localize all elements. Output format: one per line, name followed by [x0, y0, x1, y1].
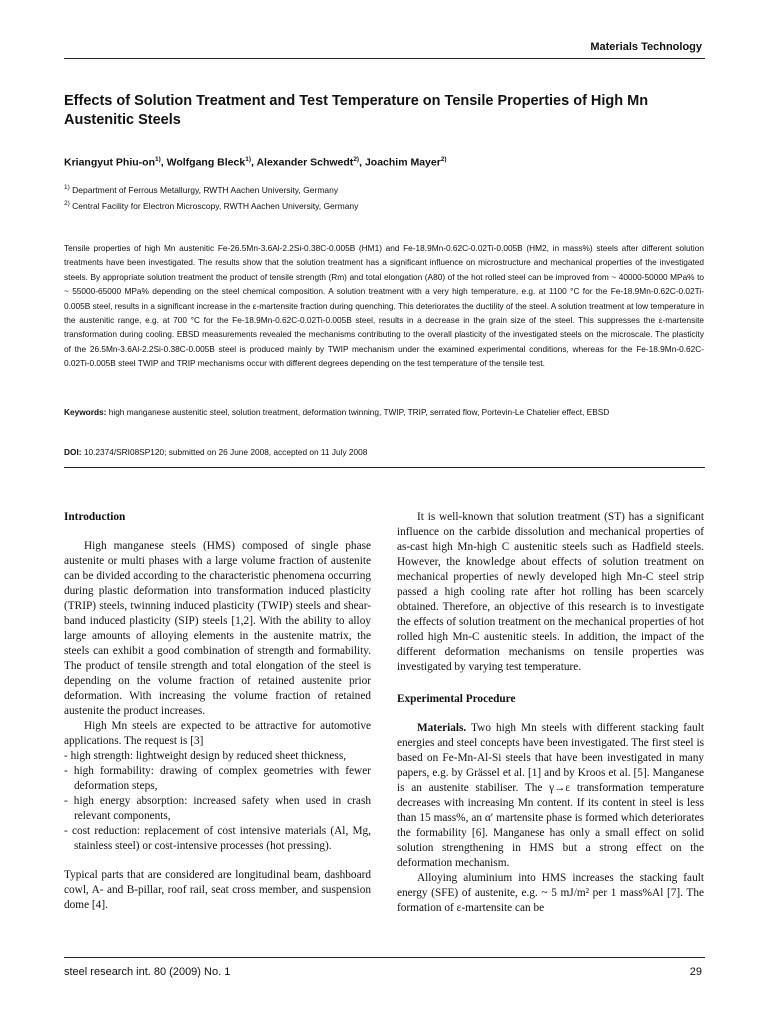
keywords — [64, 405, 704, 419]
list-item: - high formability: drawing of complex geometries with fewer deformation steps, — [64, 765, 371, 792]
section-heading-experimental-procedure: Experimental Procedure — [397, 693, 516, 705]
journal-citation: steel research int. 80 (2009) No. 1 — [64, 966, 231, 978]
materials-text: Two high Mn steels with different stacking fault energies and steel concepts have been investigated. The first steel is based on Fe-Mn-Al-Si steels that have been investigated in many papers, e.g. by Grässel et al. [1] and by Kroos et al. [5]. Manganese is an austenite stabiliser. The γ→ε transformation temperature decreases with increasing Mn content. If its content in steel is less than 15 mass%, an α′ martensite phase is formed which deteriorates the formability [6]. Manganese has only a small effect on solid solution strengthening in HMS but a strong effect on the deformation mechanism. — [397, 722, 704, 869]
author-affiliation-mark: 2) — [440, 156, 447, 163]
author-affiliation-mark: 1) — [155, 156, 161, 163]
paragraph: High Mn steels are expected to be attractive for automotive applications. The request is [3] — [64, 720, 371, 747]
doi-line — [64, 447, 367, 457]
affiliation-mark: 1) — [64, 184, 70, 191]
footer-rule — [64, 957, 705, 958]
right-column — [397, 510, 704, 916]
author-name: Kriangyut Phiu-on — [64, 156, 155, 169]
section-heading-introduction: Introduction — [64, 511, 126, 523]
requirements-list — [64, 749, 371, 854]
left-column — [64, 510, 371, 913]
affiliation-text: Central Facility for Electron Microscopy, RWTH Aachen University, Germany — [72, 200, 359, 211]
paragraph: High manganese steels (HMS) composed of single phase austenite or multi phases with a large volume fraction of austenite can be divided according to the characteristic phenomena occurring during plastic deformation into transformation induced plasticity (TRIP) steels, twinning induced plasticity (TWIP) steels and shear-band induced plasticity (SIP) steels [1,2]. With the ability to alloy large amounts of alloying elements in the austenite matrix, the steels can exhibit a good combination of strength and formability. The product of tensile strength and total elongation of the steel is depending on the volume fraction of retained austenite prior deformation. With increasing the volume fraction of retained austenite the product increases. — [64, 540, 371, 717]
affiliation-mark: 2) — [64, 200, 70, 207]
list-item: - cost reduction: replacement of cost intensive materials (Al, Mg, stainless steel) or cost-intensive processes (hot pressing). — [64, 825, 371, 852]
journal-section-label: Materials Technology — [590, 41, 702, 53]
doi-label: DOI: — [64, 447, 82, 457]
paragraph: Alloying aluminium into HMS increases the stacking fault energy (SFE) of austenite, e.g. ~ 5 mJ/m² per 1 mass%Al [7]. The formation of ε-martensite can be — [397, 872, 704, 914]
author-affiliation-mark: 1) — [245, 156, 251, 163]
abstract: Tensile properties of high Mn austenitic Fe-26.5Mn-3.6Al-2.2Si-0.38C-0.005B (HM1) and Fe-18.9Mn-0.62C-0.02Ti-0.005B (HM2, in mass%) steels after different solution treatments have been investigated. The results show that the solution treatment has a significant influence on microstructure and mechanical properties of the investigated steels. By appropriate solution treatment the product of tensile strength (Rm) and total elongation (A80) of the hot rolled steel can be improved from ~ 40000-50000 MPa% to ~ 55000-65000 MPa% depending on the steel chemical composition. A solution treatment with a very high temperature, e.g. at 1100 °C for the Fe-18.9Mn-0.62C-0.02Ti-0.005B steel, results in a significant increase in the ε-martensite fraction during quenching. This deteriorates the ductility of the steel. A solution treatment at low temperature in the austenitic range, e.g. at 700 °C for the Fe-18.9Mn-0.62C-0.02Ti-0.005B steel, results in a decrease in the grain size of the steel. This suppresses the ε-martensite transformation during cooling. EBSD measurements revealed the mechanisms contributing to the overall plasticity of the investigated steels on the microscale. The plasticity of the 26.5Mn-3.6Al-2.2Si-0.38C-0.005B steel is produced mainly by TWIP mechanism under the examined experimental conditions, whereas for the Fe-18.9Mn-0.62C-0.02Ti-0.005B steel TWIP and TRIP mechanisms occur with different degrees depending on the test temperature of the tensile test. — [64, 243, 704, 369]
author-list: Kriangyut Phiu-$on^{1)}$, Wolfgang Bleck$^{1)}$, Alexander Schwedt$^{2)}$, Joachim Mayer$^{2)}$ — [64, 156, 447, 169]
keywords-text: high manganese austenitic steel, solution treatment, deformation twinning, TWIP, TRIP, serrated flow, Portevin-Le Chatelier effect, EBSD — [108, 407, 610, 417]
abstract-rule — [64, 467, 705, 468]
author-name: Joachim Mayer — [364, 156, 441, 169]
doi-text: 10.2374/SRI08SP120; submitted on 26 June 2008, accepted on 11 July 2008 — [83, 447, 368, 457]
header-rule — [64, 58, 705, 59]
affiliation-2 — [64, 200, 358, 211]
page-number: 29 — [689, 966, 702, 978]
paragraph: Typical parts that are considered are longitudinal beam, dashboard cowl, A- and B-pillar, roof rail, seat cross member, and suspension dome [4]. — [64, 869, 371, 911]
author-affiliation-mark: 2) — [353, 156, 360, 163]
paragraph — [397, 721, 704, 871]
author-name: Alexander Schwedt — [256, 156, 354, 169]
affiliation-1 — [64, 184, 338, 195]
list-item: - high energy absorption: increased safety when used in crash relevant components, — [64, 795, 371, 822]
paragraph: It is well-known that solution treatment (ST) has a significant influence on the carbide dissolution and mechanical properties of as-cast high Mn-high C austenitic steels such as Hadfield steels. However, the knowledge about effects of solution treatment on mechanical properties of newly developed high Mn-C steel strip passed a high cooling rate after hot rolling has been scarcely obtained. Therefore, an objective of this research is to investigate the effects of solution treatment on the mechanical properties of hot rolled high Mn-C austenitic steels. In addition, the impact of the different deformation mechanisms on tensile properties was investigated by varying test temperature. — [397, 511, 704, 673]
keywords-label: Keywords: — [64, 407, 107, 417]
affiliation-text: Department of Ferrous Metallurgy, RWTH Aachen University, Germany — [72, 184, 339, 195]
list-item: - high strength: lightweight design by reduced sheet thickness, — [64, 750, 347, 762]
paper-title: Effects of Solution Treatment and Test Temperature on Tensile Properties of High Mn Austenitic Steels — [64, 93, 649, 128]
author-name: Wolfgang Bleck — [166, 156, 246, 169]
materials-label: Materials. — [417, 722, 467, 734]
